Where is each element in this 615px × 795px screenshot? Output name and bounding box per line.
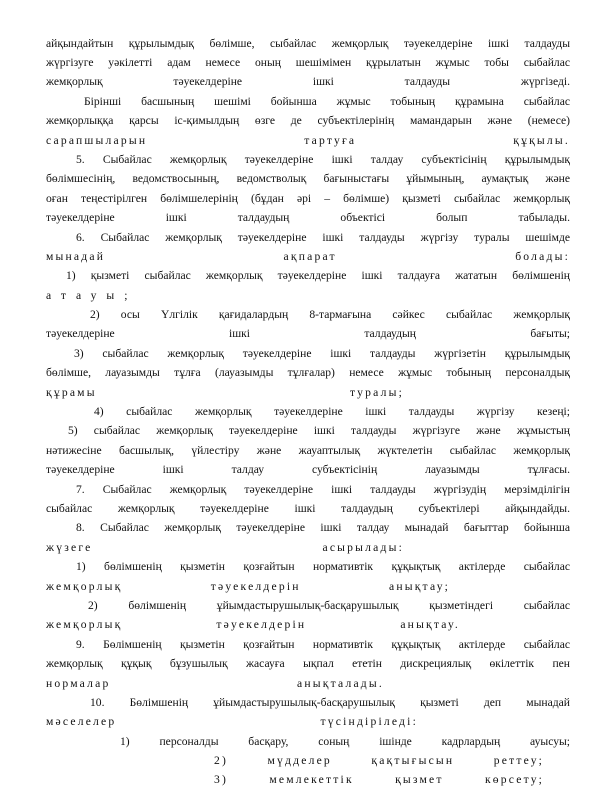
text-line: 2) мүдделер қақтығысын реттеу; [214, 754, 544, 767]
text-line: атауы; [46, 289, 138, 302]
text-line: 7. Сыбайлас жемқорлық тәуекелдеріне ішкі талдауды жүргізудің мерзімділігін [76, 483, 570, 496]
text-line: бөлімше, лауазымды тұлға (лауазымды тұлғалар) немесе жұмыс тобының персоналдық [46, 366, 570, 379]
text-line: оған теңестірілген бөлімшелерінің (бұдан әрі – бөлімше) қызметі сыбайлас жемқорлық [46, 192, 570, 205]
text-line: жемқорлыққа қарсы іс-қимылдың өзге де субъектілерінің мамандарын және (немесе) [46, 114, 570, 127]
text-line: сарапшыларын тартуға құқылы. [46, 134, 570, 147]
text-line: мынадай ақпарат болады: [46, 250, 570, 263]
text-line: құрамы туралы; [46, 386, 404, 399]
text-line: жемқорлық тәуекелдерін анықтау. [46, 618, 460, 631]
text-line: 1) бөлімшенің қызметін қозғайтын нормативтік құқықтық актілерде сыбайлас [76, 560, 570, 573]
text-line: 4) сыбайлас жемқорлық тәуекелдеріне ішкі талдауды жүргізу кезеңі; [94, 405, 570, 418]
text-line: 2) осы Үлгілік қағидалардың 8-тармағына сәйкес сыбайлас жемқорлық [90, 308, 570, 321]
text-line: 3) мемлекеттік қызмет көрсету; [214, 773, 544, 786]
text-line: 10. Бөлімшенің ұйымдастырушылық-басқарушылық қызметі деп мынадай [90, 696, 570, 709]
text-line: 9. Бөлімшенің қызметін қозғайтын нормативтік құқықтық актілерде сыбайлас [76, 638, 570, 651]
text-line: жемқорлық тәуекелдеріне ішкі талдауды жүргізеді. [46, 75, 570, 88]
text-line: 2) бөлімшенің ұйымдастырушылық-басқарушылық қызметіндегі сыбайлас [88, 599, 570, 612]
text-line: 3) сыбайлас жемқорлық тәуекелдеріне ішкі талдауды жүргізетін құрылымдық [74, 347, 570, 360]
text-line: жемқорлық тәуекелдерін анықтау; [46, 580, 450, 593]
text-line: нормалар анықталады. [46, 677, 384, 690]
text-line: 8. Сыбайлас жемқорлық тәуекелдеріне ішкі талдау мынадай бағыттар бойынша [76, 521, 570, 534]
text-line: сыбайлас жемқорлық тәуекелдеріне ішкі талдаудың субъектілері айқындайды. [46, 502, 570, 515]
text-line: Бірінші басшының шешімі бойынша жұмыс тобының құрамына сыбайлас [84, 95, 570, 108]
text-line: тәуекелдеріне ішкі талдау субъектісінің лауазымды тұлғасы. [46, 463, 570, 476]
text-line: мәселелер түсіндіріледі: [46, 715, 418, 728]
text-line: 1) қызметі сыбайлас жемқорлық тәуекелдеріне ішкі талдауға жататын бөлімшенің [66, 269, 570, 282]
text-line: 5) сыбайлас жемқорлық тәуекелдеріне ішкі талдауды жүргізуге және жұмыстың [68, 424, 570, 437]
text-line: тәуекелдеріне ішкі талдаудың бағыты; [46, 327, 570, 340]
text-line: 6. Сыбайлас жемқорлық тәуекелдеріне ішкі талдауды жүргізу туралы шешімде [76, 231, 570, 244]
text-line: 5. Сыбайлас жемқорлық тәуекелдеріне ішкі талдау субъектісінің құрылымдық [76, 153, 570, 166]
text-line: нәтижесіне басшылық, үйлестіру және жауаптылық жүктелетін сыбайлас жемқорлық [46, 444, 570, 457]
text-line: жүзеге асырылады: [46, 541, 404, 554]
text-line: бөлімшесінің, ведомствосының, ведомстволық бағыныстағы ұйымының, аумақтық және [46, 172, 570, 185]
text-line: 1) персоналды басқару, соның ішінде кадрлардың ауысуы; [120, 735, 570, 748]
text-line: жемқорлық құқық бұзушылық жасауға ықпал ететін дискрециялық өкілеттік пен [46, 657, 570, 670]
text-line: айқындайтын құрылымдық бөлімше, сыбайлас жемқорлық тәуекелдеріне ішкі талдауды [46, 37, 570, 50]
text-line: жүргізуге уәкілетті адам немесе оның шешімімен құрылатын жұмыс тобы сыбайлас [46, 56, 570, 69]
text-line: тәуекелдеріне ішкі талдаудың объектісі болып табылады. [46, 211, 570, 224]
